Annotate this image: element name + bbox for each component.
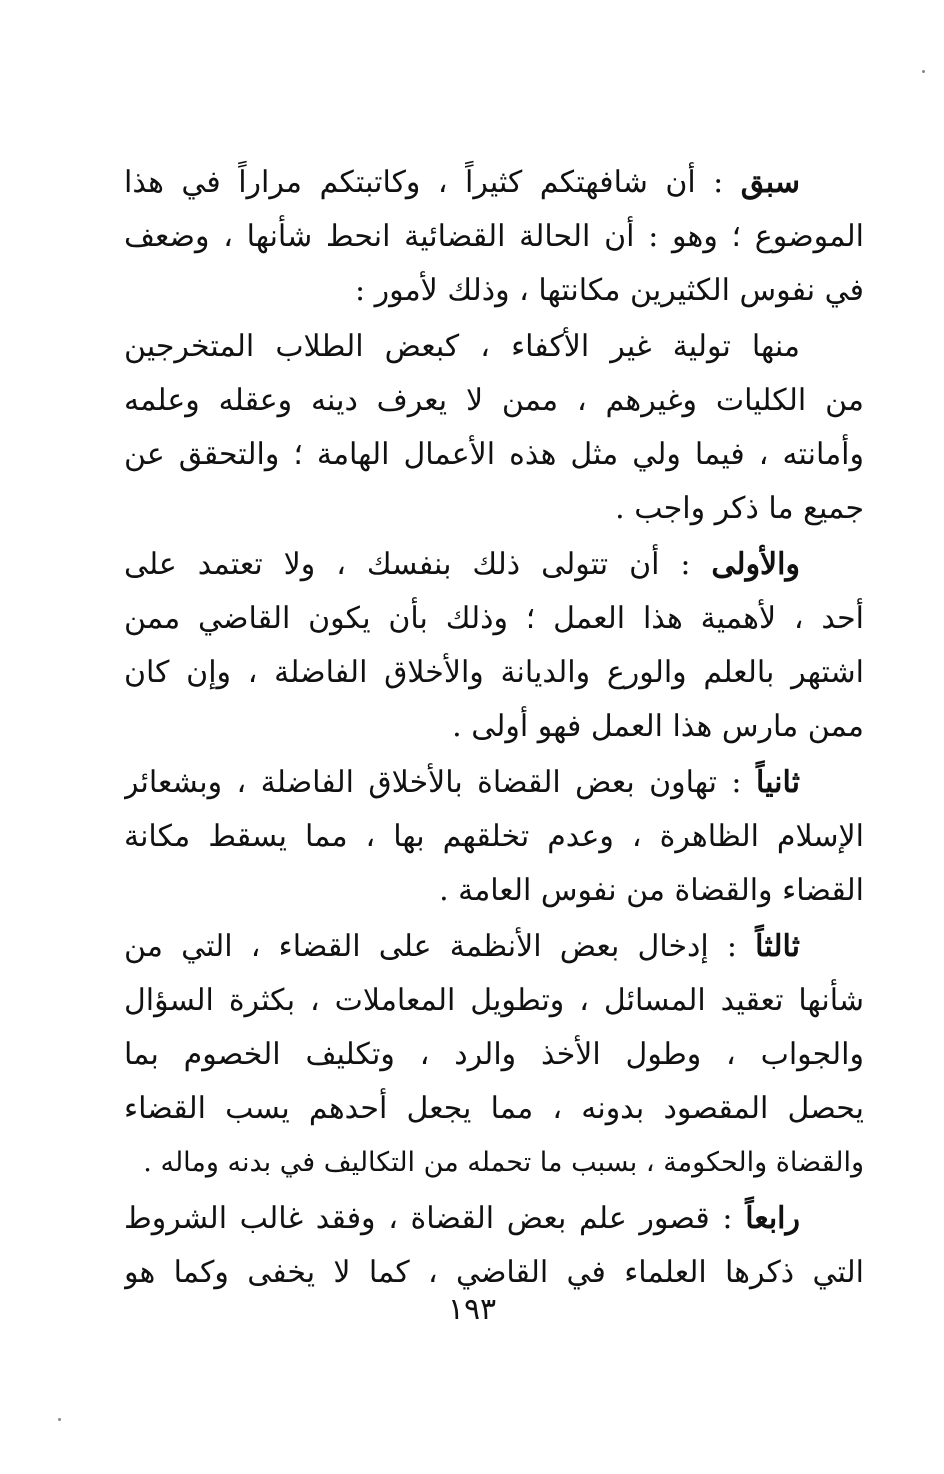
text-line [124, 920, 864, 974]
paragraph [124, 320, 864, 536]
text-line: وأمانته ، فيما ولي مثل هذه الأعمال الهامة ؛ والتحقق عن [124, 437, 864, 472]
text-line [124, 538, 864, 592]
text-line: شأنها تعقيد المسائل ، وتطويل المعاملات ، بكثرة السؤال [124, 983, 864, 1018]
text-line: أحد ، لأهمية هذا العمل ؛ وذلك بأن يكون القاضي ممن [124, 601, 864, 636]
text-line: منها تولية غير الأكفاء ، كبعض الطلاب المتخرجين [124, 329, 800, 364]
text-line: ممن مارس هذا العمل فهو أولى . [452, 709, 864, 744]
scan-speck [58, 1418, 61, 1421]
paragraph [124, 1192, 864, 1300]
text-line: يحصل المقصود بدونه ، مما يجعل أحدهم يسب القضاء [124, 1091, 864, 1126]
text-line: والجواب ، وطول الأخذ والرد ، وتكليف الخصوم بما [124, 1037, 864, 1072]
line-text: : تهاون بعض القضاة بالأخلاق الفاضلة ، وبشعائر [124, 765, 756, 800]
line-text: : أن شافهتكم كثيراً ، وكاتبتكم مراراً في هذا [124, 165, 741, 200]
paragraph-lead: سبق [740, 165, 800, 200]
text-line: والقضاة والحكومة ، بسبب ما تحمله من التكاليف في بدنه وماله . [143, 1147, 864, 1178]
text-line: التي ذكرها العلماء في القاضي ، كما لا يخفى وكما هو [124, 1255, 864, 1290]
paragraph-lead: ثالثاً [755, 929, 800, 964]
text-line: القضاء والقضاة من نفوس العامة . [439, 873, 864, 908]
text-line: الإسلام الظاهرة ، وعدم تخلقهم بها ، مما يسقط مكانة [124, 819, 864, 854]
line-text: : أن تتولى ذلك بنفسك ، ولا تعتمد على [124, 547, 712, 582]
body-text [124, 156, 864, 1300]
scan-speck [922, 70, 925, 73]
text-line: اشتهر بالعلم والورع والديانة والأخلاق الفاضلة ، وإن كان [124, 655, 864, 690]
paragraph [124, 156, 864, 318]
text-line [124, 756, 864, 810]
paragraph-lead: رابعاً [745, 1201, 800, 1236]
paragraph-lead: والأولى [711, 547, 800, 582]
text-line: في نفوس الكثيرين مكانتها ، وذلك لأمور : [354, 273, 864, 308]
page-number: ١٩٣ [447, 1292, 497, 1327]
paragraph [124, 920, 864, 1190]
text-line [124, 156, 864, 210]
text-line [124, 1192, 864, 1246]
paragraph [124, 756, 864, 918]
line-text: : قصور علم بعض القضاة ، وفقد غالب الشروط [124, 1201, 746, 1236]
text-line: جميع ما ذكر واجب . [615, 491, 864, 526]
text-line: الموضوع ؛ وهو : أن الحالة القضائية انحط شأنها ، وضعف [124, 219, 864, 254]
text-line: من الكليات وغيرهم ، ممن لا يعرف دينه وعقله وعلمه [124, 383, 864, 418]
paragraph-lead: ثانياً [755, 765, 800, 800]
line-text: : إدخال بعض الأنظمة على القضاء ، التي من [124, 929, 756, 964]
paragraph [124, 538, 864, 754]
